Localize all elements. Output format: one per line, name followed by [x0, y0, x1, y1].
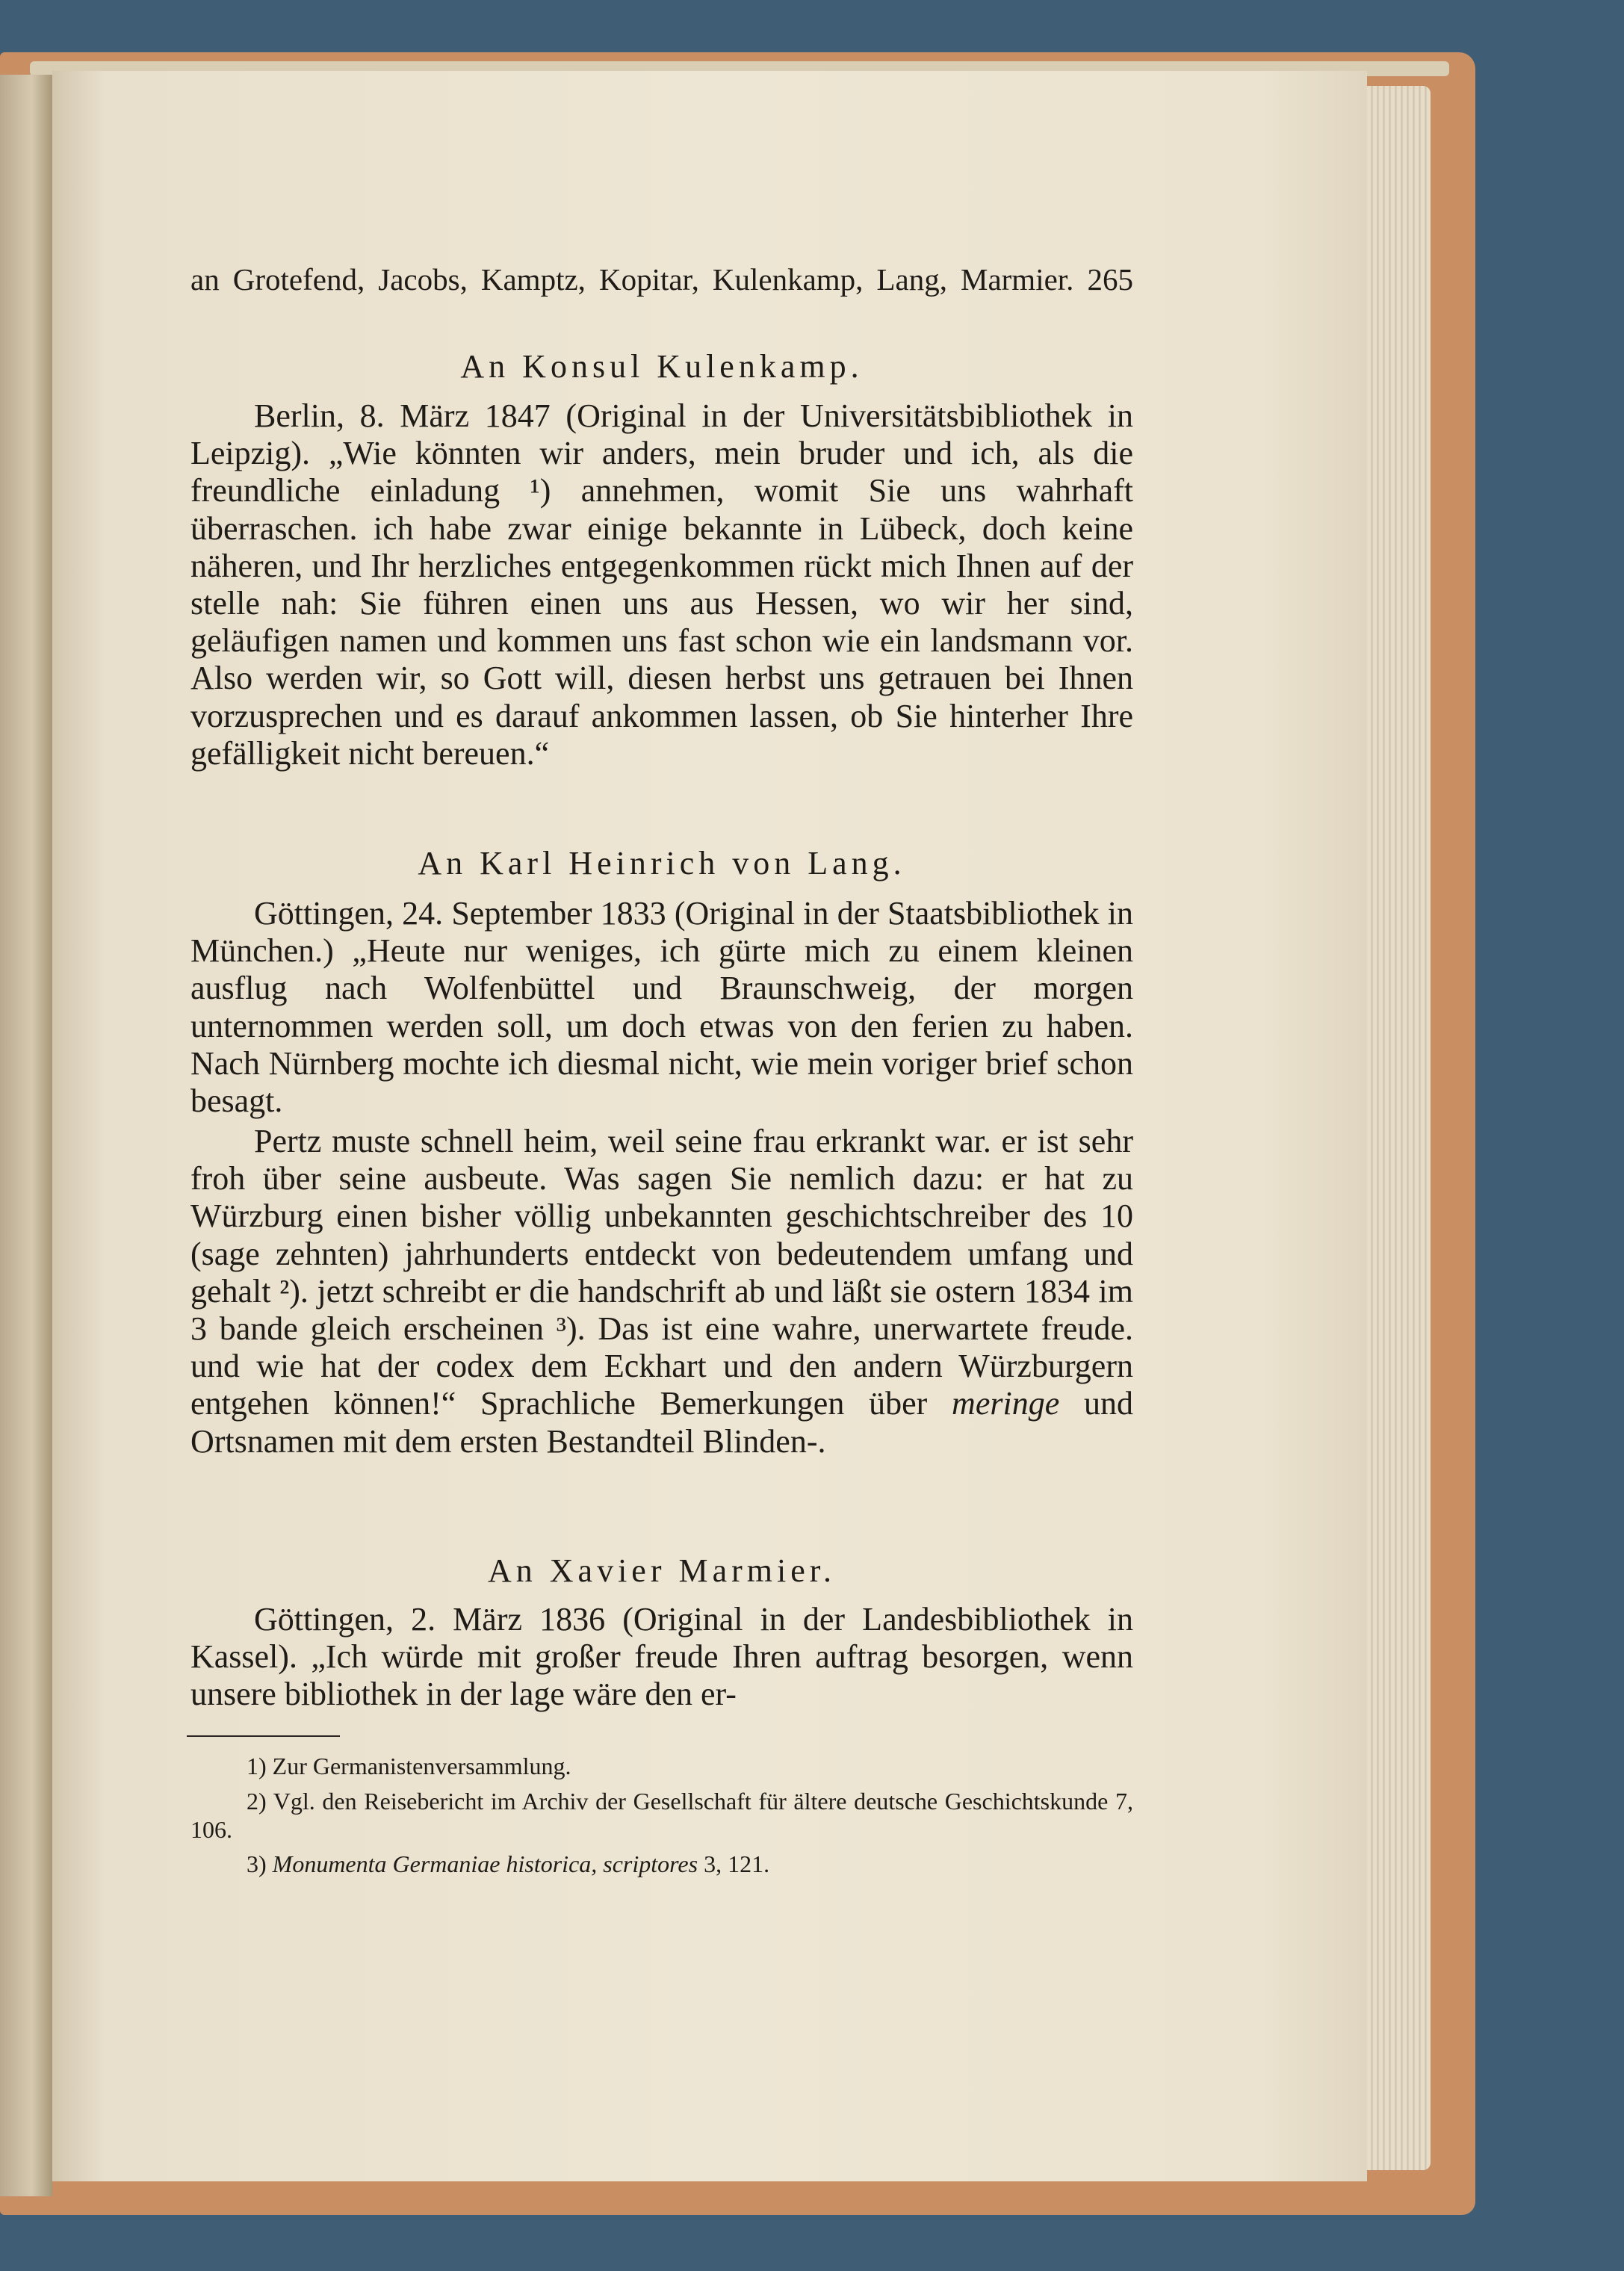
letter-paragraph-lang-2: [190, 1123, 1133, 1460]
section-heading-lang: An Karl Heinrich von Lang.: [418, 845, 906, 882]
section-heading-kulenkamp: An Konsul Kulenkamp.: [460, 348, 864, 385]
page-stack-edge: [1367, 86, 1431, 2170]
footnote-2: 2) Vgl. den Reisebericht im Archiv der Gesellschaft für ältere deutsche Geschichtskunde 7, 106.: [190, 1788, 1133, 1843]
section-heading-marmier: An Xavier Marmier.: [488, 1552, 836, 1589]
footnote-3-text: 3) Monumenta Germaniae historica, scriptores 3, 121.: [247, 1850, 770, 1877]
italic-word: meringe: [952, 1385, 1060, 1422]
paragraph-text: Pertz muste schnell heim, weil seine frau erkrankt war. er ist sehr froh über seine ausbeute. Was sagen Sie nemlich dazu: er hat zu Würzburg einen bisher völlig unbekannten geschichtschreiber des 10 (sage zehnten) jahrhunderts entdeckt von bedeutendem umfang und gehalt ²). jetzt schreibt er die handschrift ab und läßt sie ostern 1834 im 3 bande gleich erscheinen ³). Das ist eine wahre, unerwartete freude. und wie hat der codex dem Eckhart und den andern Würzburgern entgehen können!“ Sprachliche Bemerkungen über meringe und Ortsnamen mit dem ersten Bestandteil Blinden-.: [190, 1123, 1133, 1460]
facing-page-edge: [0, 75, 52, 2196]
footnote-rule: [187, 1735, 340, 1737]
running-header: an Grotefend, Jacobs, Kamptz, Kopitar, Kulenkamp, Lang, Marmier. 265: [190, 262, 1133, 297]
footnote-1: 1) Zur Germanistenversammlung.: [247, 1753, 571, 1779]
footnote-3: [190, 1850, 1133, 1878]
letter-paragraph-kulenkamp: Berlin, 8. März 1847 (Original in der Universitätsbibliothek in Leipzig). „Wie könnten wir anders, mein bruder und ich, als die freundliche einladung ¹) annehmen, womit Sie uns wahrhaft überraschen. ich habe zwar einige bekannte in Lübeck, doch keine näheren, und Ihr herzliches entgegenkommen rückt mich Ihnen auf der stelle nah: Sie führen einen uns aus Hessen, wo wir her sind, geläufigen namen und kommen uns fast schon wie ein landsmann vor. Also werden wir, so Gott will, diesen herbst uns getrauen bei Ihnen vorzusprechen und es darauf ankommen lassen, ob Sie hinterher Ihre gefälligkeit nicht bereuen.“: [190, 397, 1133, 772]
letter-paragraph-lang-1: Göttingen, 24. September 1833 (Original in der Staatsbibliothek in München.) „Heute nur weniges, ich gürte mich zu einem kleinen ausflug nach Wolfenbüttel und Braunschweig, der morgen unternommen werden soll, um doch etwas von den ferien zu haben. Nach Nürnberg mochte ich diesmal nicht, wie mein voriger brief schon besagt.: [190, 895, 1133, 1120]
italic-title: Monumenta Germaniae historica, scriptores: [272, 1850, 698, 1877]
letter-paragraph-marmier: Göttingen, 2. März 1836 (Original in der Landesbibliothek in Kassel). „Ich würde mit großer freude Ihren auftrag besorgen, wenn unsere bibliothek in der lage wäre den er-: [190, 1601, 1133, 1713]
